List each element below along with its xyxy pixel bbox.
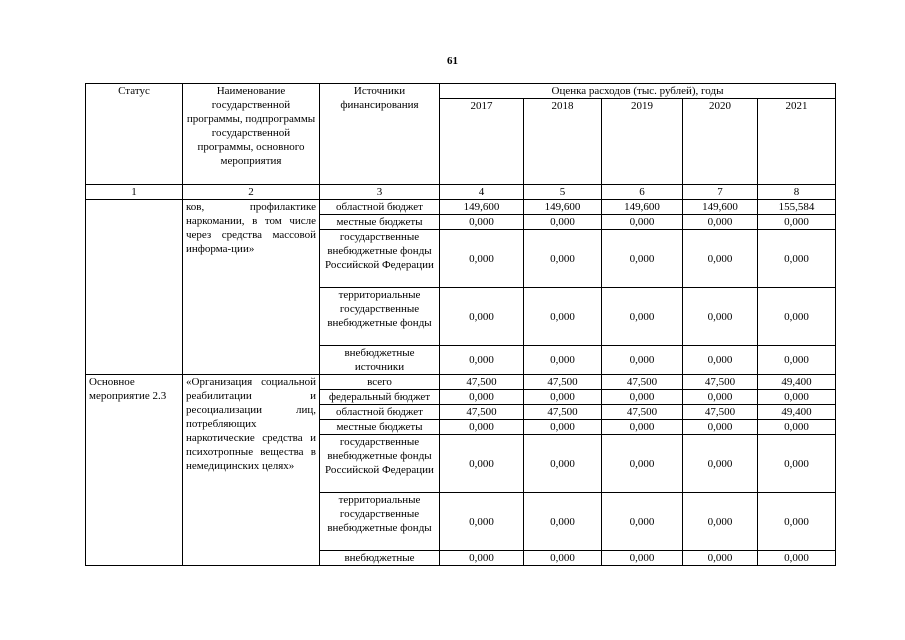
value-cell: 0,000 — [758, 551, 836, 566]
value-cell: 0,000 — [602, 230, 683, 288]
value-cell: 0,000 — [683, 390, 758, 405]
value-cell: 0,000 — [683, 551, 758, 566]
page-number: 61 — [447, 55, 458, 67]
year-header: 2021 — [758, 99, 836, 185]
source-cell: федеральный бюджет — [320, 390, 440, 405]
value-cell: 0,000 — [683, 420, 758, 435]
value-cell: 0,000 — [524, 435, 602, 493]
value-cell: 0,000 — [440, 493, 524, 551]
value-cell: 0,000 — [602, 493, 683, 551]
source-cell: внебюджетные источники — [320, 346, 440, 375]
column-number: 5 — [524, 185, 602, 200]
source-cell: внебюджетные — [320, 551, 440, 566]
status-cell — [86, 200, 183, 375]
header-status: Статус — [86, 84, 183, 185]
value-cell: 0,000 — [524, 215, 602, 230]
value-cell: 0,000 — [440, 390, 524, 405]
value-cell: 0,000 — [602, 435, 683, 493]
value-cell: 0,000 — [602, 420, 683, 435]
source-cell: территориальные государственные внебюджетные фонды — [320, 493, 440, 551]
value-cell: 149,600 — [602, 200, 683, 215]
value-cell: 0,000 — [440, 346, 524, 375]
value-cell: 149,600 — [683, 200, 758, 215]
value-cell: 0,000 — [440, 435, 524, 493]
source-cell: областной бюджет — [320, 200, 440, 215]
source-cell: государственные внебюджетные фонды Российской Федерации — [320, 230, 440, 288]
value-cell: 0,000 — [758, 435, 836, 493]
column-number: 1 — [86, 185, 183, 200]
value-cell: 47,500 — [602, 405, 683, 420]
source-cell: всего — [320, 375, 440, 390]
value-cell: 0,000 — [602, 390, 683, 405]
value-cell: 0,000 — [524, 551, 602, 566]
table-row — [86, 375, 836, 390]
source-cell: областной бюджет — [320, 405, 440, 420]
value-cell: 0,000 — [758, 390, 836, 405]
value-cell: 149,600 — [524, 200, 602, 215]
header-sources: Источники финансирования — [320, 84, 440, 185]
value-cell: 0,000 — [440, 551, 524, 566]
value-cell: 0,000 — [758, 215, 836, 230]
source-cell: местные бюджеты — [320, 215, 440, 230]
value-cell: 0,000 — [524, 346, 602, 375]
year-header: 2020 — [683, 99, 758, 185]
value-cell: 0,000 — [758, 493, 836, 551]
value-cell: 0,000 — [602, 346, 683, 375]
value-cell: 49,400 — [758, 375, 836, 390]
value-cell: 47,500 — [524, 405, 602, 420]
value-cell: 0,000 — [602, 215, 683, 230]
column-number: 7 — [683, 185, 758, 200]
column-number: 2 — [183, 185, 320, 200]
column-number: 4 — [440, 185, 524, 200]
source-cell: государственные внебюджетные фонды Российской Федерации — [320, 435, 440, 493]
value-cell: 47,500 — [602, 375, 683, 390]
value-cell: 0,000 — [524, 420, 602, 435]
value-cell: 0,000 — [683, 435, 758, 493]
value-cell: 0,000 — [683, 215, 758, 230]
value-cell: 0,000 — [758, 230, 836, 288]
header-costs: Оценка расходов (тыс. рублей), годы — [440, 84, 836, 99]
value-cell: 155,584 — [758, 200, 836, 215]
value-cell: 47,500 — [440, 405, 524, 420]
value-cell: 0,000 — [758, 420, 836, 435]
value-cell: 49,400 — [758, 405, 836, 420]
source-cell: территориальные государственные внебюджетные фонды — [320, 288, 440, 346]
value-cell: 0,000 — [440, 420, 524, 435]
value-cell: 0,000 — [683, 493, 758, 551]
status-cell: Основное мероприятие 2.3 — [86, 375, 183, 566]
budget-table — [85, 83, 836, 566]
value-cell: 0,000 — [440, 215, 524, 230]
value-cell: 0,000 — [683, 230, 758, 288]
value-cell: 0,000 — [440, 230, 524, 288]
value-cell: 47,500 — [683, 405, 758, 420]
value-cell: 0,000 — [683, 346, 758, 375]
column-number: 6 — [602, 185, 683, 200]
value-cell: 149,600 — [440, 200, 524, 215]
value-cell: 0,000 — [524, 288, 602, 346]
value-cell: 0,000 — [602, 551, 683, 566]
source-cell: местные бюджеты — [320, 420, 440, 435]
column-number: 8 — [758, 185, 836, 200]
value-cell: 47,500 — [524, 375, 602, 390]
value-cell: 47,500 — [440, 375, 524, 390]
value-cell: 0,000 — [758, 346, 836, 375]
value-cell: 0,000 — [602, 288, 683, 346]
column-number: 3 — [320, 185, 440, 200]
value-cell: 0,000 — [440, 288, 524, 346]
value-cell: 0,000 — [524, 493, 602, 551]
year-header: 2019 — [602, 99, 683, 185]
year-header: 2018 — [524, 99, 602, 185]
value-cell: 0,000 — [683, 288, 758, 346]
header-name: Наименование государственной программы, подпрограммы государственной программы, основного мероприятия — [183, 84, 320, 185]
program-name-cell: ков, профилактике наркомании, в том числе через средства массовой информа-ции» — [183, 200, 320, 375]
program-name-cell: «Организация социальной реабилитации и ресоциализации лиц, потребляющих наркотические средства и психотропные вещества в немедицинских целях» — [183, 375, 320, 566]
table-row — [86, 200, 836, 215]
value-cell: 0,000 — [524, 390, 602, 405]
value-cell: 47,500 — [683, 375, 758, 390]
value-cell: 0,000 — [524, 230, 602, 288]
value-cell: 0,000 — [758, 288, 836, 346]
year-header: 2017 — [440, 99, 524, 185]
